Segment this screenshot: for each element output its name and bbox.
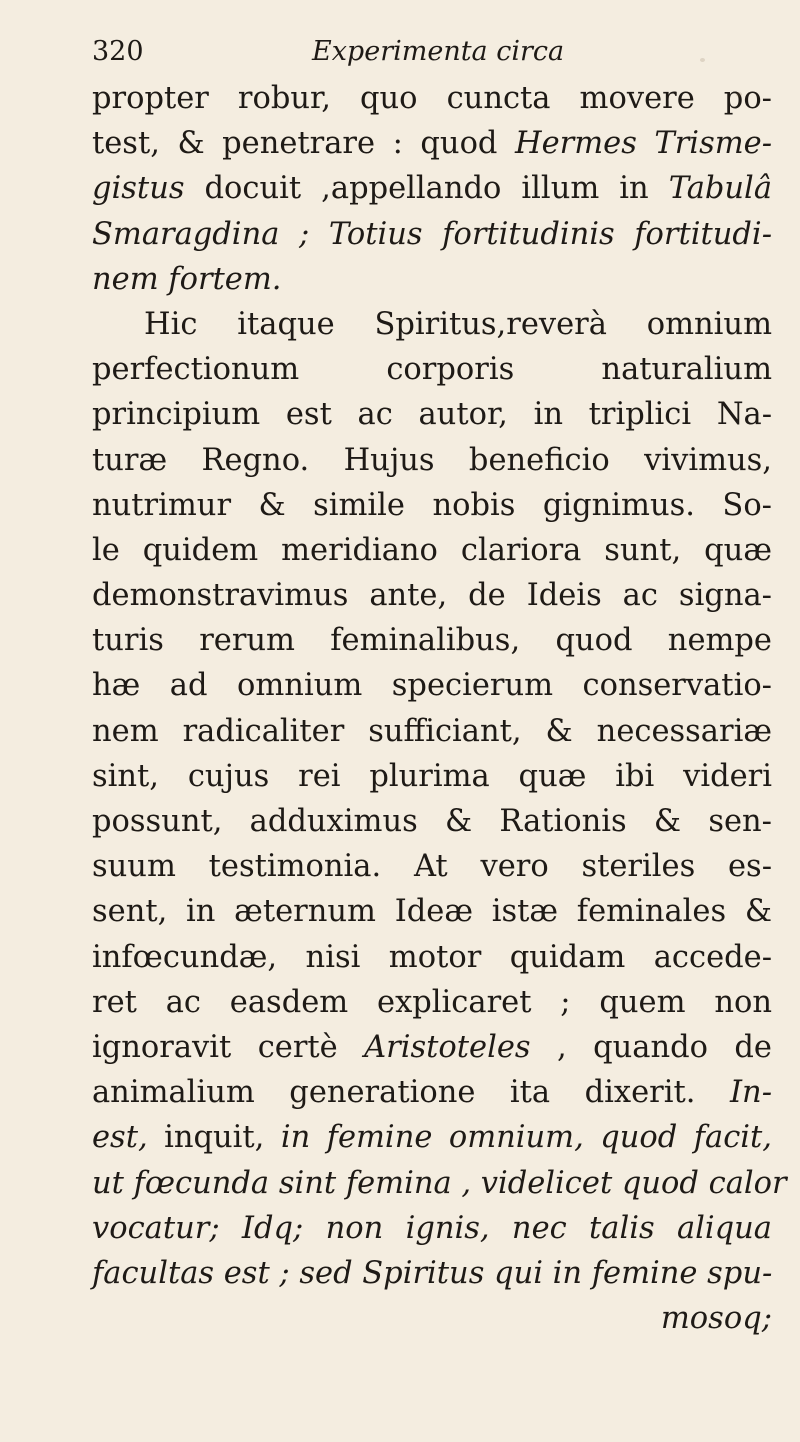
- text-line: [92, 1115, 772, 1160]
- text-run: docuit ,appellando illum in: [184, 171, 669, 207]
- paper-speck: [736, 92, 742, 97]
- italic-text: mosoq;: [660, 1301, 772, 1337]
- text-run: ret ac easdem explicaret ; quem non: [92, 984, 772, 1020]
- text-line: [92, 935, 772, 980]
- text-line: [92, 257, 772, 302]
- text-line: [92, 889, 772, 934]
- text-line: [92, 483, 772, 528]
- text-line: [92, 754, 772, 799]
- italic-text: Hermes Trisme-: [515, 126, 772, 162]
- text-line: [92, 302, 772, 347]
- italic-text: est,: [92, 1120, 148, 1156]
- text-line: [92, 528, 772, 573]
- text-line: [92, 844, 772, 889]
- text-run: possunt, adduximus & Rationis & sen-: [92, 804, 772, 839]
- italic-text: Aristoteles: [364, 1029, 531, 1065]
- italic-text: Smaragdina ; Totius fortitudinis fortitudi-: [92, 216, 772, 252]
- text-run: turæ Regno. Hujus beneficio vivimus,: [92, 442, 772, 478]
- text-line: [92, 392, 772, 437]
- text-run: ignoravit certè: [92, 1029, 365, 1065]
- text-line: [92, 347, 772, 392]
- text-line: [92, 663, 772, 708]
- page-number: 320: [92, 36, 144, 67]
- italic-text: ut fœcunda sint femina , videlicet quod calor: [92, 1165, 787, 1201]
- italic-text: in femine omnium, quod facit,: [280, 1120, 772, 1156]
- text-line: [92, 166, 772, 211]
- text-line: [92, 1070, 772, 1115]
- text-run: turis rerum feminalibus, quod nempe: [92, 623, 772, 659]
- italic-text: vocatur; Idq; non ignis, nec talis aliqua: [92, 1210, 772, 1246]
- paper-speck: [700, 58, 705, 62]
- text-line: [92, 121, 772, 166]
- text-run: infœcundæ, nisi motor quidam accede-: [92, 939, 772, 975]
- text-run: principium est ac autor, in triplici Na-: [92, 397, 772, 433]
- paper-speck: [752, 318, 756, 322]
- text-line: [92, 1025, 772, 1070]
- italic-text: facultas est ; sed Spiritus qui in femine spu-: [92, 1255, 773, 1291]
- text-run: test, & penetrare : quod: [92, 126, 515, 162]
- text-line: [92, 1251, 772, 1296]
- italic-text: gistus: [92, 171, 185, 207]
- text-run: animalium generatione ita dixerit.: [92, 1075, 730, 1111]
- italic-text: In-: [730, 1075, 772, 1111]
- running-head: Experimenta circa: [312, 36, 565, 67]
- text-line: [92, 618, 772, 663]
- catchword: [92, 1296, 772, 1341]
- text-run: hæ ad omnium specierum conservatio-: [92, 668, 772, 704]
- text-run: nem radicaliter sufficiant, & necessariæ: [92, 713, 772, 749]
- text-line: [92, 438, 772, 483]
- text-run: propter robur, quo cuncta movere po-: [92, 81, 772, 116]
- body-text: [92, 76, 787, 1341]
- text-line: [92, 573, 772, 618]
- text-run: sent, in æternum Ideæ istæ feminales &: [92, 894, 772, 930]
- text-run: le quidem meridiano clariora sunt, quæ: [92, 532, 772, 568]
- text-line: [92, 799, 772, 844]
- italic-text: nem fortem.: [92, 261, 282, 297]
- text-run: nutrimur & simile nobis gignimus. So-: [92, 487, 772, 523]
- text-line: [92, 212, 772, 257]
- text-line: [92, 1161, 787, 1206]
- text-run: , quando de: [530, 1029, 772, 1065]
- italic-text: Tabulâ: [668, 171, 772, 207]
- text-run: Hic itaque Spiritus,reverà omnium: [144, 306, 772, 342]
- text-run: inquit,: [147, 1120, 281, 1156]
- text-run: perfectionum corporis naturalium: [92, 352, 772, 388]
- text-line: [92, 980, 772, 1025]
- text-line: [92, 76, 772, 121]
- text-line: [92, 709, 772, 754]
- text-run: demonstravimus ante, de Ideis ac signa-: [92, 578, 772, 614]
- text-run: sint, cujus rei plurima quæ ibi videri: [92, 758, 772, 794]
- page-header: [92, 36, 760, 76]
- text-line: [92, 1206, 772, 1251]
- text-run: suum testimonia. At vero steriles es-: [92, 849, 772, 885]
